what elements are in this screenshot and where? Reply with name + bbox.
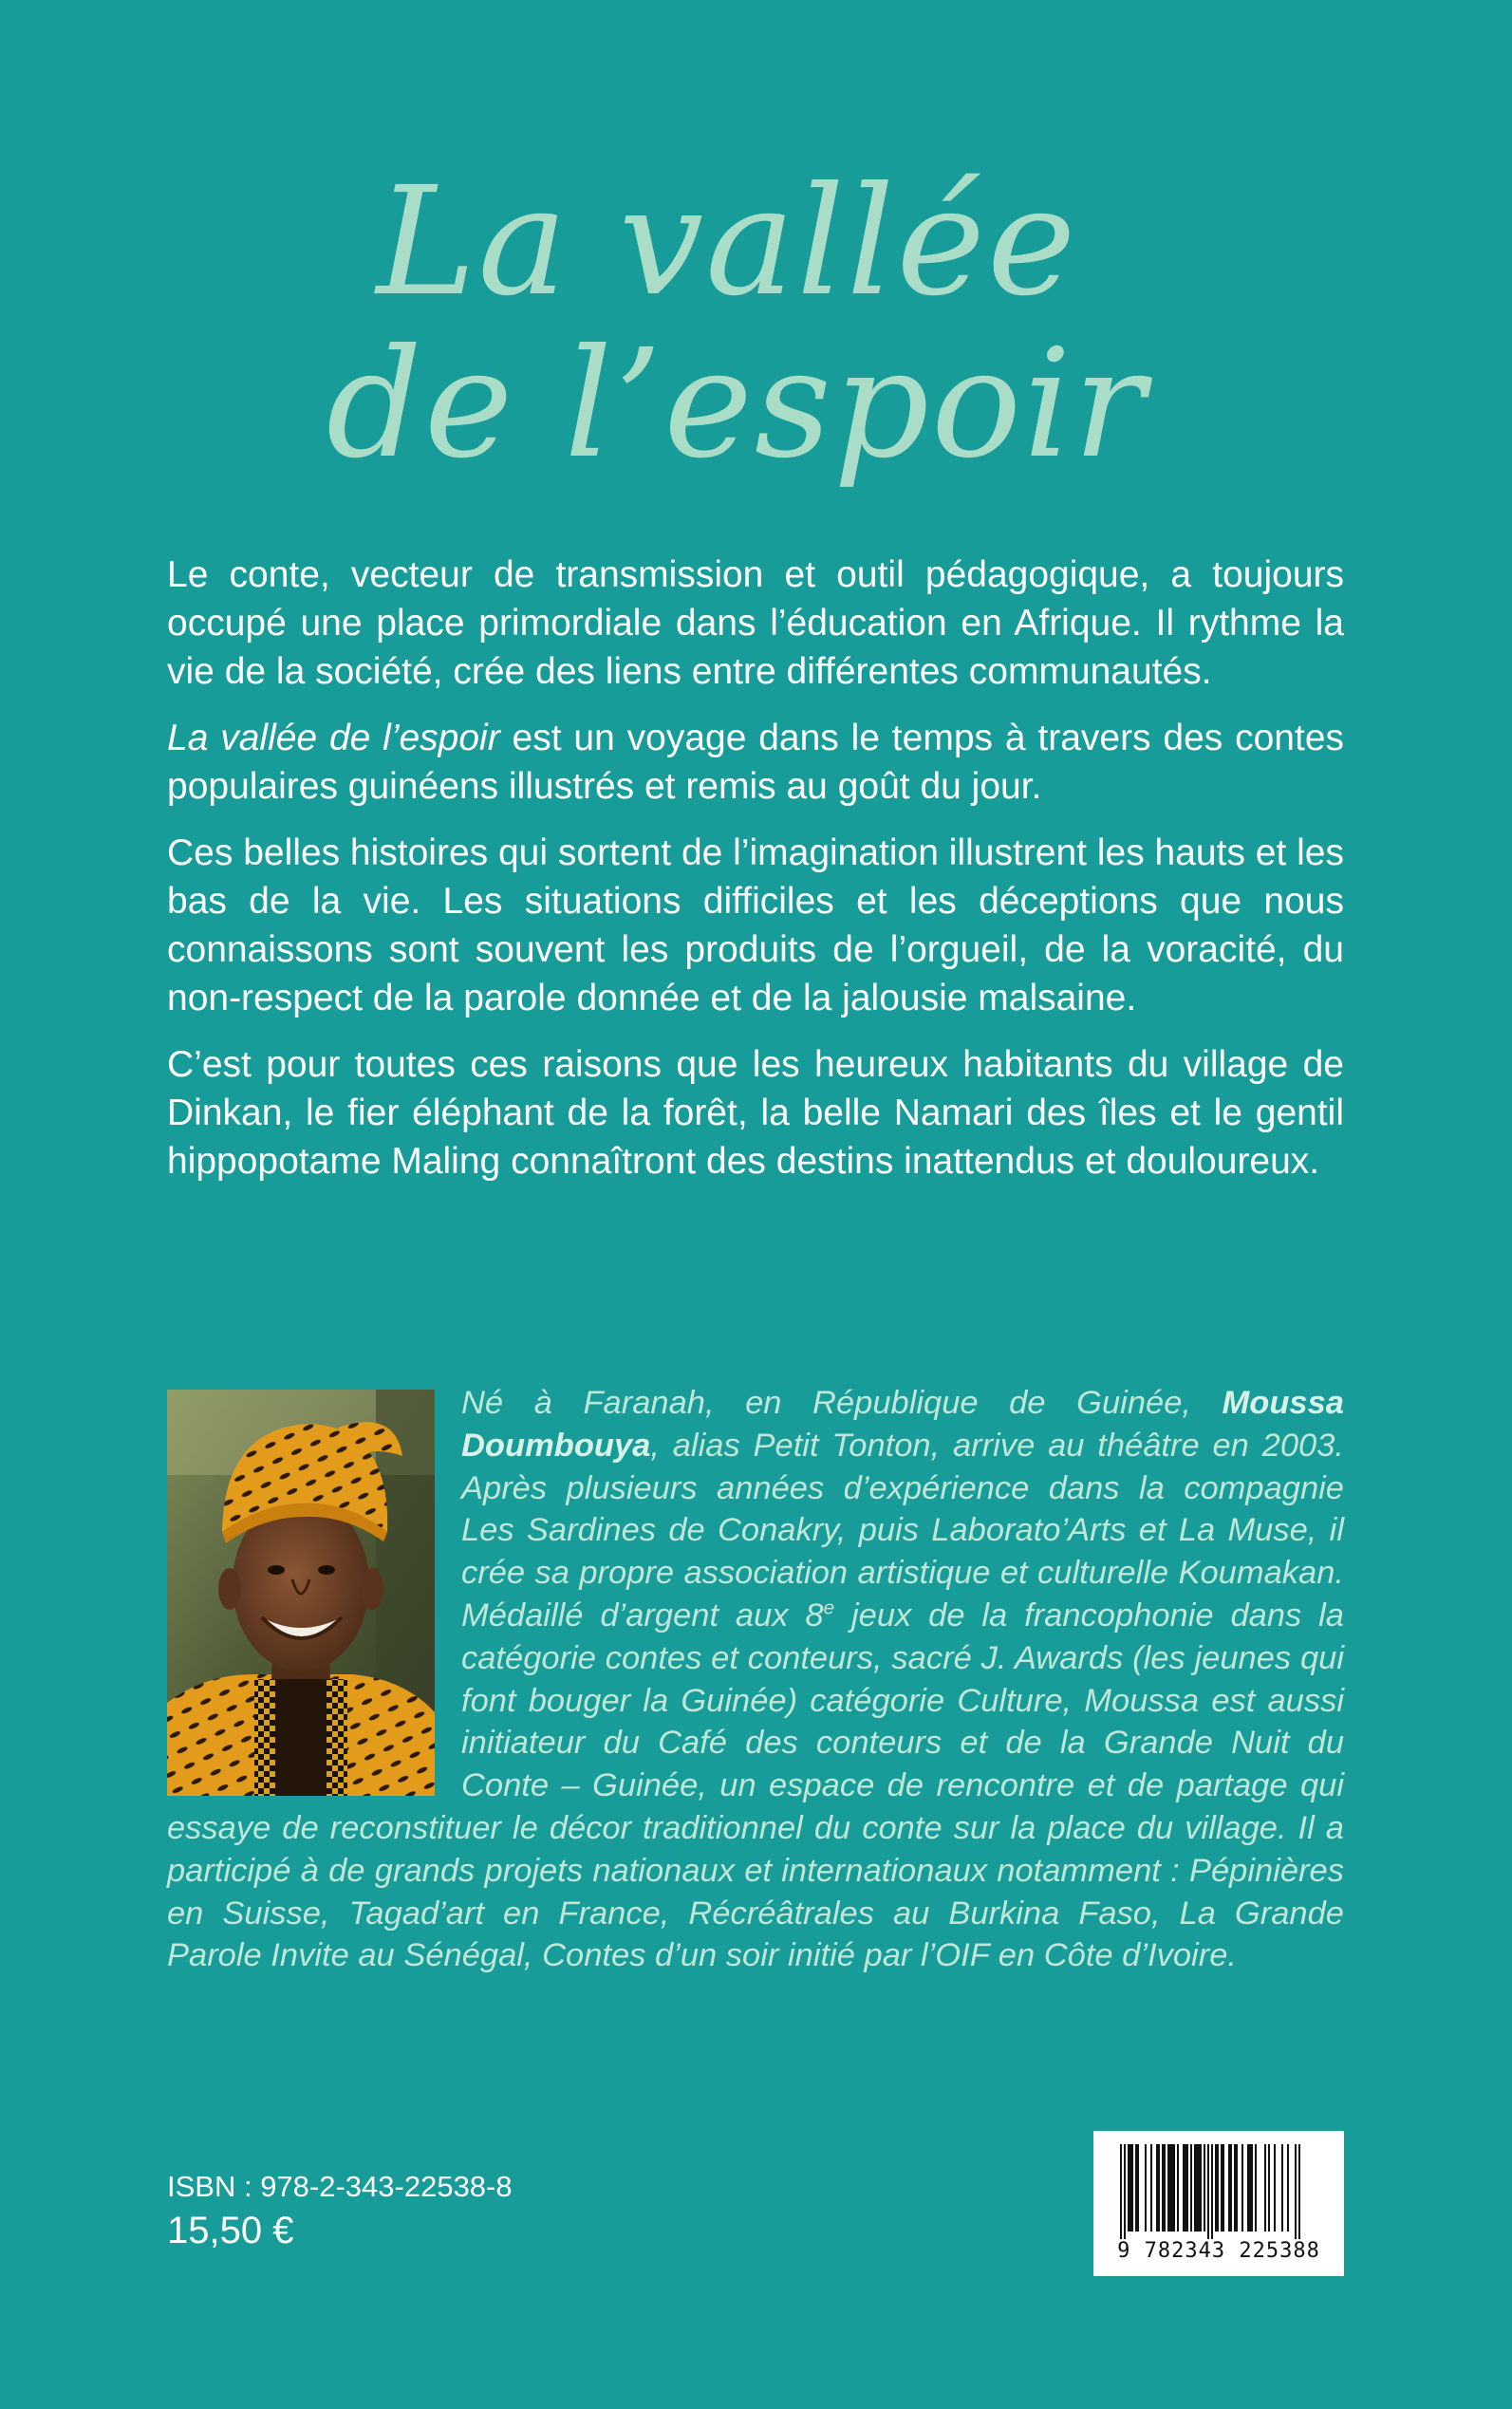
book-title xyxy=(167,155,1344,492)
barcode-bar xyxy=(1295,2144,1297,2239)
synopsis-paragraph-2-text: est un voyage dans le temps à travers des contes populaires guinéens illustrés et remis au goût du jour. xyxy=(167,718,1345,807)
barcode-bar xyxy=(1164,2144,1166,2232)
barcode-bar xyxy=(1217,2144,1219,2232)
barcode-bar xyxy=(1173,2144,1175,2232)
barcode-bar xyxy=(1281,2144,1283,2232)
synopsis-book-title: La vallée de l’espoir xyxy=(167,718,500,758)
barcode-bar xyxy=(1298,2144,1300,2239)
author-portrait-graphic xyxy=(167,1390,435,1796)
barcode-bar xyxy=(1177,2144,1179,2232)
ordinal-suffix: e xyxy=(823,1597,835,1619)
barcode-bar xyxy=(1156,2144,1158,2232)
barcode-bar xyxy=(1287,2144,1289,2232)
barcode-bar xyxy=(1241,2144,1243,2232)
isbn-label: ISBN : 978-2-343-22538-8 xyxy=(167,2170,513,2203)
barcode-bar xyxy=(1167,2144,1169,2232)
book-title-line-1: La vallée xyxy=(376,155,1078,329)
synopsis-paragraph-4: C’est pour toutes ces raisons que les heureux habitants du village de Dinkan, le fier éléphant de la forêt, la belle Namari des îles et le gentil hippopotame Maling connaîtront des destins inattendus et douloureux. xyxy=(167,1044,1344,1182)
barcode-bar xyxy=(1249,2144,1251,2232)
barcode-bar xyxy=(1230,2144,1232,2232)
author-portrait-icon xyxy=(167,1390,435,1796)
barcode-bar xyxy=(1268,2144,1270,2232)
barcode-bar xyxy=(1221,2144,1223,2232)
synopsis-paragraph-2 xyxy=(167,714,1344,811)
author-bio-intro: Né à Faranah, en République de Guinée, xyxy=(461,1385,1223,1421)
barcode-digits: 9 782343 225388 xyxy=(1117,2239,1320,2263)
barcode-bar xyxy=(1234,2144,1236,2232)
book-title-line-2: de l’espoir xyxy=(326,316,1148,492)
price-label: 15,50 € xyxy=(167,2210,294,2251)
barcode-bar xyxy=(1200,2144,1202,2232)
barcode-bar xyxy=(1128,2144,1129,2232)
author-name: Moussa Doumbouya xyxy=(461,1385,1344,1464)
barcode xyxy=(1093,2131,1344,2276)
barcode-bar xyxy=(1204,2144,1205,2232)
author-bio-text-2: jeux de la francophonie dans la catégorie contes et conteurs, sacré J. Awards (les jeunes qui font bouger la Guinée) catégorie Culture, Moussa est aussi initiateur du Café des conteurs et de la Grande Nuit du Conte – Guinée, un espace de rencontre et de partage qui essaye de reconstituer le décor traditionnel du conte sur la place du village. Il a participé à de grands projets nationaux et internationaux notamment : Pépinières en Suisse, Tagad’art en France, Récréâtrales au Burkina Faso, La Grande Parole Invite au Sénégal, Contes d’un soir initié par l’OIF en Côte d’Ivoire. xyxy=(167,1597,1344,1974)
barcode-bar xyxy=(1129,2144,1131,2232)
barcode-bar xyxy=(1137,2144,1139,2232)
synopsis-paragraph-3: Ces belles histoires qui sortent de l’imagination illustrent les hauts et les bas de la vie. Les situations difficiles et les déceptions que nous connaissons sont souvent les produits de l’orgueil, de la voracité, du non-respect de la parole donnée et de la jalousie malsaine. xyxy=(167,832,1344,1018)
barcode-bar xyxy=(1274,2144,1276,2232)
barcode-bar xyxy=(1228,2144,1230,2232)
barcode-bar xyxy=(1251,2144,1253,2232)
synopsis-paragraph-1: Le conte, vecteur de transmission et outil pédagogique, a toujours occupé une place primordiale dans l’éducation en Afrique. Il rythme la vie de la société, crée des liens entre différentes communautés. xyxy=(167,554,1344,692)
barcode-bar xyxy=(1247,2144,1249,2232)
synopsis xyxy=(167,551,1344,1186)
barcode-bar xyxy=(1215,2144,1217,2232)
barcode-bar xyxy=(1171,2144,1173,2232)
barcode-bar xyxy=(1120,2144,1122,2239)
barcode-bar xyxy=(1162,2144,1164,2232)
barcode-bar xyxy=(1169,2144,1171,2232)
barcode-bar xyxy=(1198,2144,1200,2232)
barcode-bars-icon xyxy=(1120,2144,1317,2239)
barcode-bar xyxy=(1196,2144,1198,2232)
barcode-bar xyxy=(1135,2144,1137,2232)
author-section xyxy=(167,1382,1344,1977)
barcode-bar xyxy=(1131,2144,1133,2232)
author-bio-text-1: , alias Petit Tonton, arrive au théâtre en 2003. Après plusieurs années d’expérience dans la compagnie Les Sardines de Conakry, puis Laborato’Arts et La Muse, il crée sa propre association artistique et culturelle Koumakan. Médaillé d’argent aux 8 xyxy=(461,1427,1344,1634)
barcode-bar xyxy=(1223,2144,1224,2232)
barcode-bar xyxy=(1186,2144,1188,2232)
barcode-bar xyxy=(1207,2144,1209,2239)
barcode-bar xyxy=(1211,2144,1213,2239)
barcode-bar xyxy=(1183,2144,1185,2232)
barcode-bar xyxy=(1264,2144,1266,2232)
barcode-bar xyxy=(1124,2144,1126,2239)
barcode-bar xyxy=(1190,2144,1192,2232)
barcode-bar xyxy=(1185,2144,1186,2232)
barcode-bar xyxy=(1255,2144,1257,2232)
barcode-bar xyxy=(1158,2144,1160,2232)
barcode-bar xyxy=(1150,2144,1152,2232)
barcode-bar xyxy=(1194,2144,1196,2232)
barcode-bar xyxy=(1236,2144,1238,2232)
barcode-bar xyxy=(1145,2144,1147,2232)
